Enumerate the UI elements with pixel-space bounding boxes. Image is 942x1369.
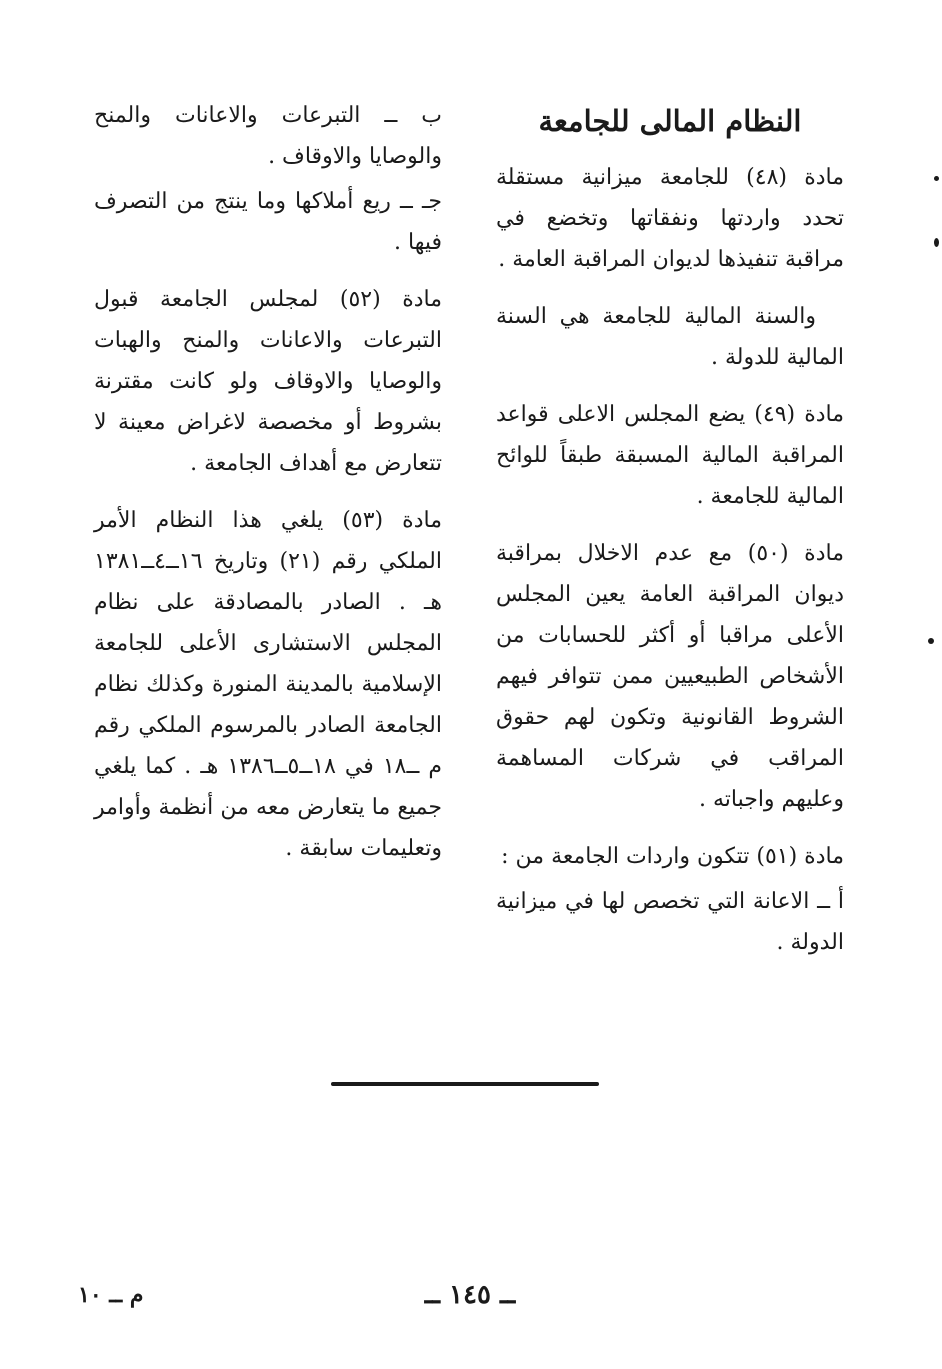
article-51-item-b: ب ــ التبرعات والاعانات والمنح والوصايا والاوقاف . — [94, 103, 442, 169]
fiscal-year-paragraph: والسنة المالية للجامعة هي السنة المالية للدولة . — [496, 304, 844, 370]
article-51: مادة (٥١) تتكون واردات الجامعة من : — [501, 844, 844, 869]
article-48: مادة (٤٨) للجامعة ميزانية مستقلة تحدد واردتها ونفقاتها وتخضع في مراقبة تنفيذها لديوان المراقبة العامة . — [496, 165, 844, 272]
margin-dot — [934, 238, 939, 247]
margin-dot — [934, 176, 939, 181]
section-end-rule — [331, 1082, 599, 1086]
article-50: مادة (٥٠) مع عدم الاخلال بمراقبة ديوان المراقبة العامة يعين المجلس الأعلى مراقبا أو أكثر للحسابات من الأشخاص الطبيعيين ممن تتوافر فيهم الشروط القانونية وتكون لهم حقوق المراقب في شركات المساهمة وعليهم واجباته . — [496, 541, 844, 812]
article-53: مادة (٥٣) يلغي هذا النظام الأمر الملكي رقم (٢١) وتاريخ ١٦ــ٤ــ١٣٨١ هـ . الصادر بالمصادقة على نظام المجلس الاستشارى الأعلى للجامعة الإسلامية بالمدينة المنورة وكذلك نظام الجامعة الصادر بالمرسوم الملكي رقم م ــ١٨ في ١٨ــ٥ــ١٣٨٦ هـ . كما يلغي جميع ما يتعارض معه من أنظمة وأوامر وتعليمات سابقة . — [94, 508, 442, 861]
signature-mark: م ــ ١٠ — [78, 1282, 144, 1308]
right-column — [496, 95, 844, 979]
left-column — [94, 95, 442, 885]
article-51-item-a: أ ــ الاعانة التي تخصص لها في ميزانية الدولة . — [496, 889, 844, 955]
article-49: مادة (٤٩) يضع المجلس الاعلى قواعد المراقبة المالية المسبقة طبقاً للوائح المالية للجامعة . — [496, 402, 845, 509]
margin-dot — [928, 638, 934, 644]
article-52: مادة (٥٢) لمجلس الجامعة قبول التبرعات والاعانات والمنح والهبات والوصايا والاوقاف ولو كانت مقترنة بشروط أو مخصصة لاغراض معينة لا تتعارض مع أهداف الجامعة . — [94, 287, 443, 476]
section-heading: النظام المالى للجامعة — [538, 104, 802, 138]
page-number: ــ ١٤٥ ــ — [424, 1280, 516, 1310]
article-51-item-c: جـ ــ ريع أملاكها وما ينتج من التصرف فيها . — [94, 189, 442, 255]
